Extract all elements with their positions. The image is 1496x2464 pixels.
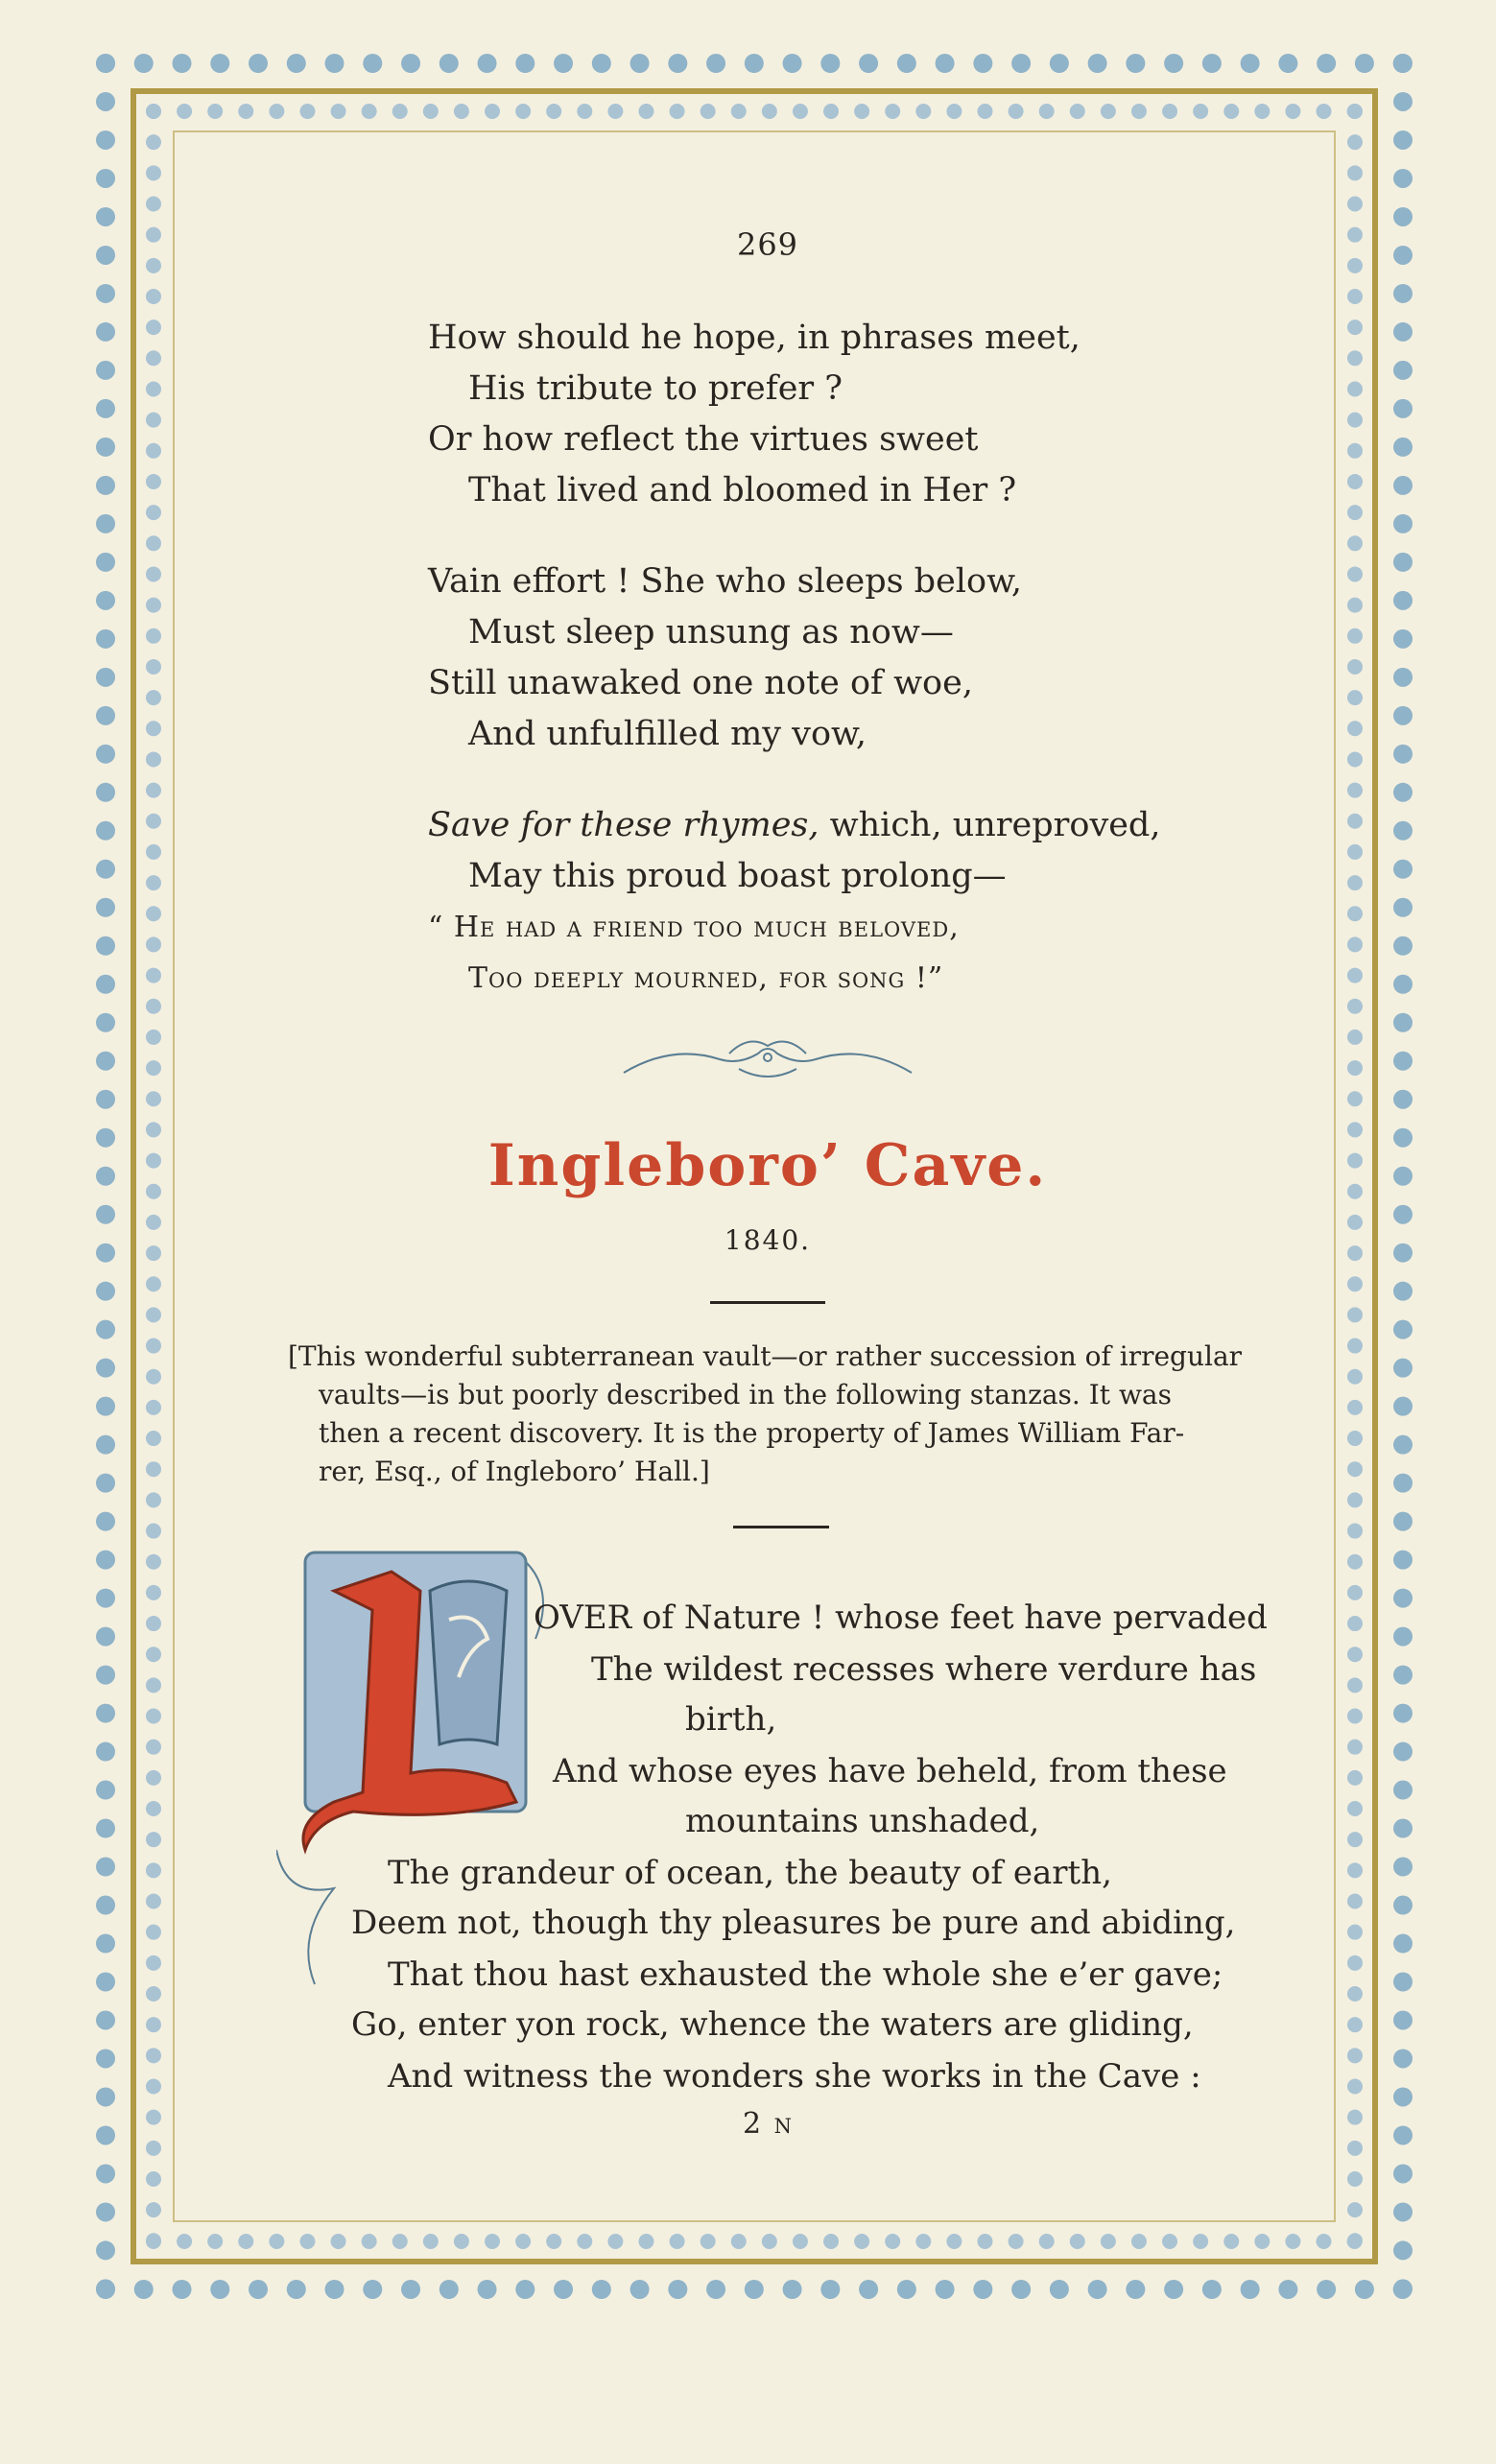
poem-year: 1840. [724,1224,812,1256]
stanza-line: His tribute to prefer ? [468,369,843,408]
verse-line: birth, [685,1700,777,1739]
prefatory-line: then a recent discovery. It is the property of James William Far- [319,1417,1185,1449]
stanza-1 [428,313,1157,516]
poem-title: Ingleboro’ Cave. [487,1132,1048,1199]
divider-rule [710,1301,825,1304]
verse-line: The grandeur of ocean, the beauty of earth, [388,1854,1112,1892]
stanza-2 [428,557,1157,760]
prefatory-line: [This wonderful subterranean vault—or rather succession of irregular [288,1340,1243,1372]
stanza-line [428,800,1161,851]
prefatory-note [288,1338,1247,1491]
stanza-line: Must sleep unsung as now— [468,613,954,652]
verse-line: That thou hast exhausted the whole she e’er gave; [388,1955,1223,1994]
stanza-line: That lived and bloomed in Her ? [468,471,1017,509]
italic-phrase: Save for these rhymes, [428,806,819,844]
verse-line: The wildest recesses where verdure has [591,1650,1257,1689]
stanza-line: Still unawaked one note of woe, [428,664,973,702]
stanza-line: And unfulfilled my vow, [468,715,867,753]
stanza-line: May this proud boast prolong— [468,857,1007,895]
signature-mark: 2 n [743,2107,794,2141]
divider-rule [733,1526,829,1528]
verse-line: And whose eyes have beheld, from these [553,1752,1227,1790]
page-number: 269 [736,226,799,263]
stanza-line: Vain effort ! She who sleeps below, [428,562,1022,601]
verse-line: Deem not, though thy pleasures be pure and abiding, [351,1904,1236,1942]
verse-line: mountains unshaded, [685,1802,1040,1840]
stanza-line-small-caps: Too deeply mourned, for song !” [468,961,944,995]
stanza-3 [428,800,1161,1004]
verse-line: Go, enter yon rock, whence the waters are gliding, [351,2005,1194,2044]
prefatory-line: rer, Esq., of Ingleboro’ Hall.] [319,1456,710,1487]
stanza-line: How should he hope, in phrases meet, [428,319,1080,357]
line-rest: which, unreproved, [819,806,1161,844]
stanza-line-small-caps: “ He had a friend too much beloved, [428,911,960,944]
flourish-ornament-icon [614,1025,921,1092]
prefatory-line: vaults—is but poorly described in the following stanzas. It was [319,1379,1172,1410]
verse-line: OVER of Nature ! whose feet have pervaded [534,1599,1268,1637]
verse-line: And witness the wonders she works in the Cave : [388,2057,1201,2096]
stanza-line: Or how reflect the virtues sweet [428,420,979,459]
